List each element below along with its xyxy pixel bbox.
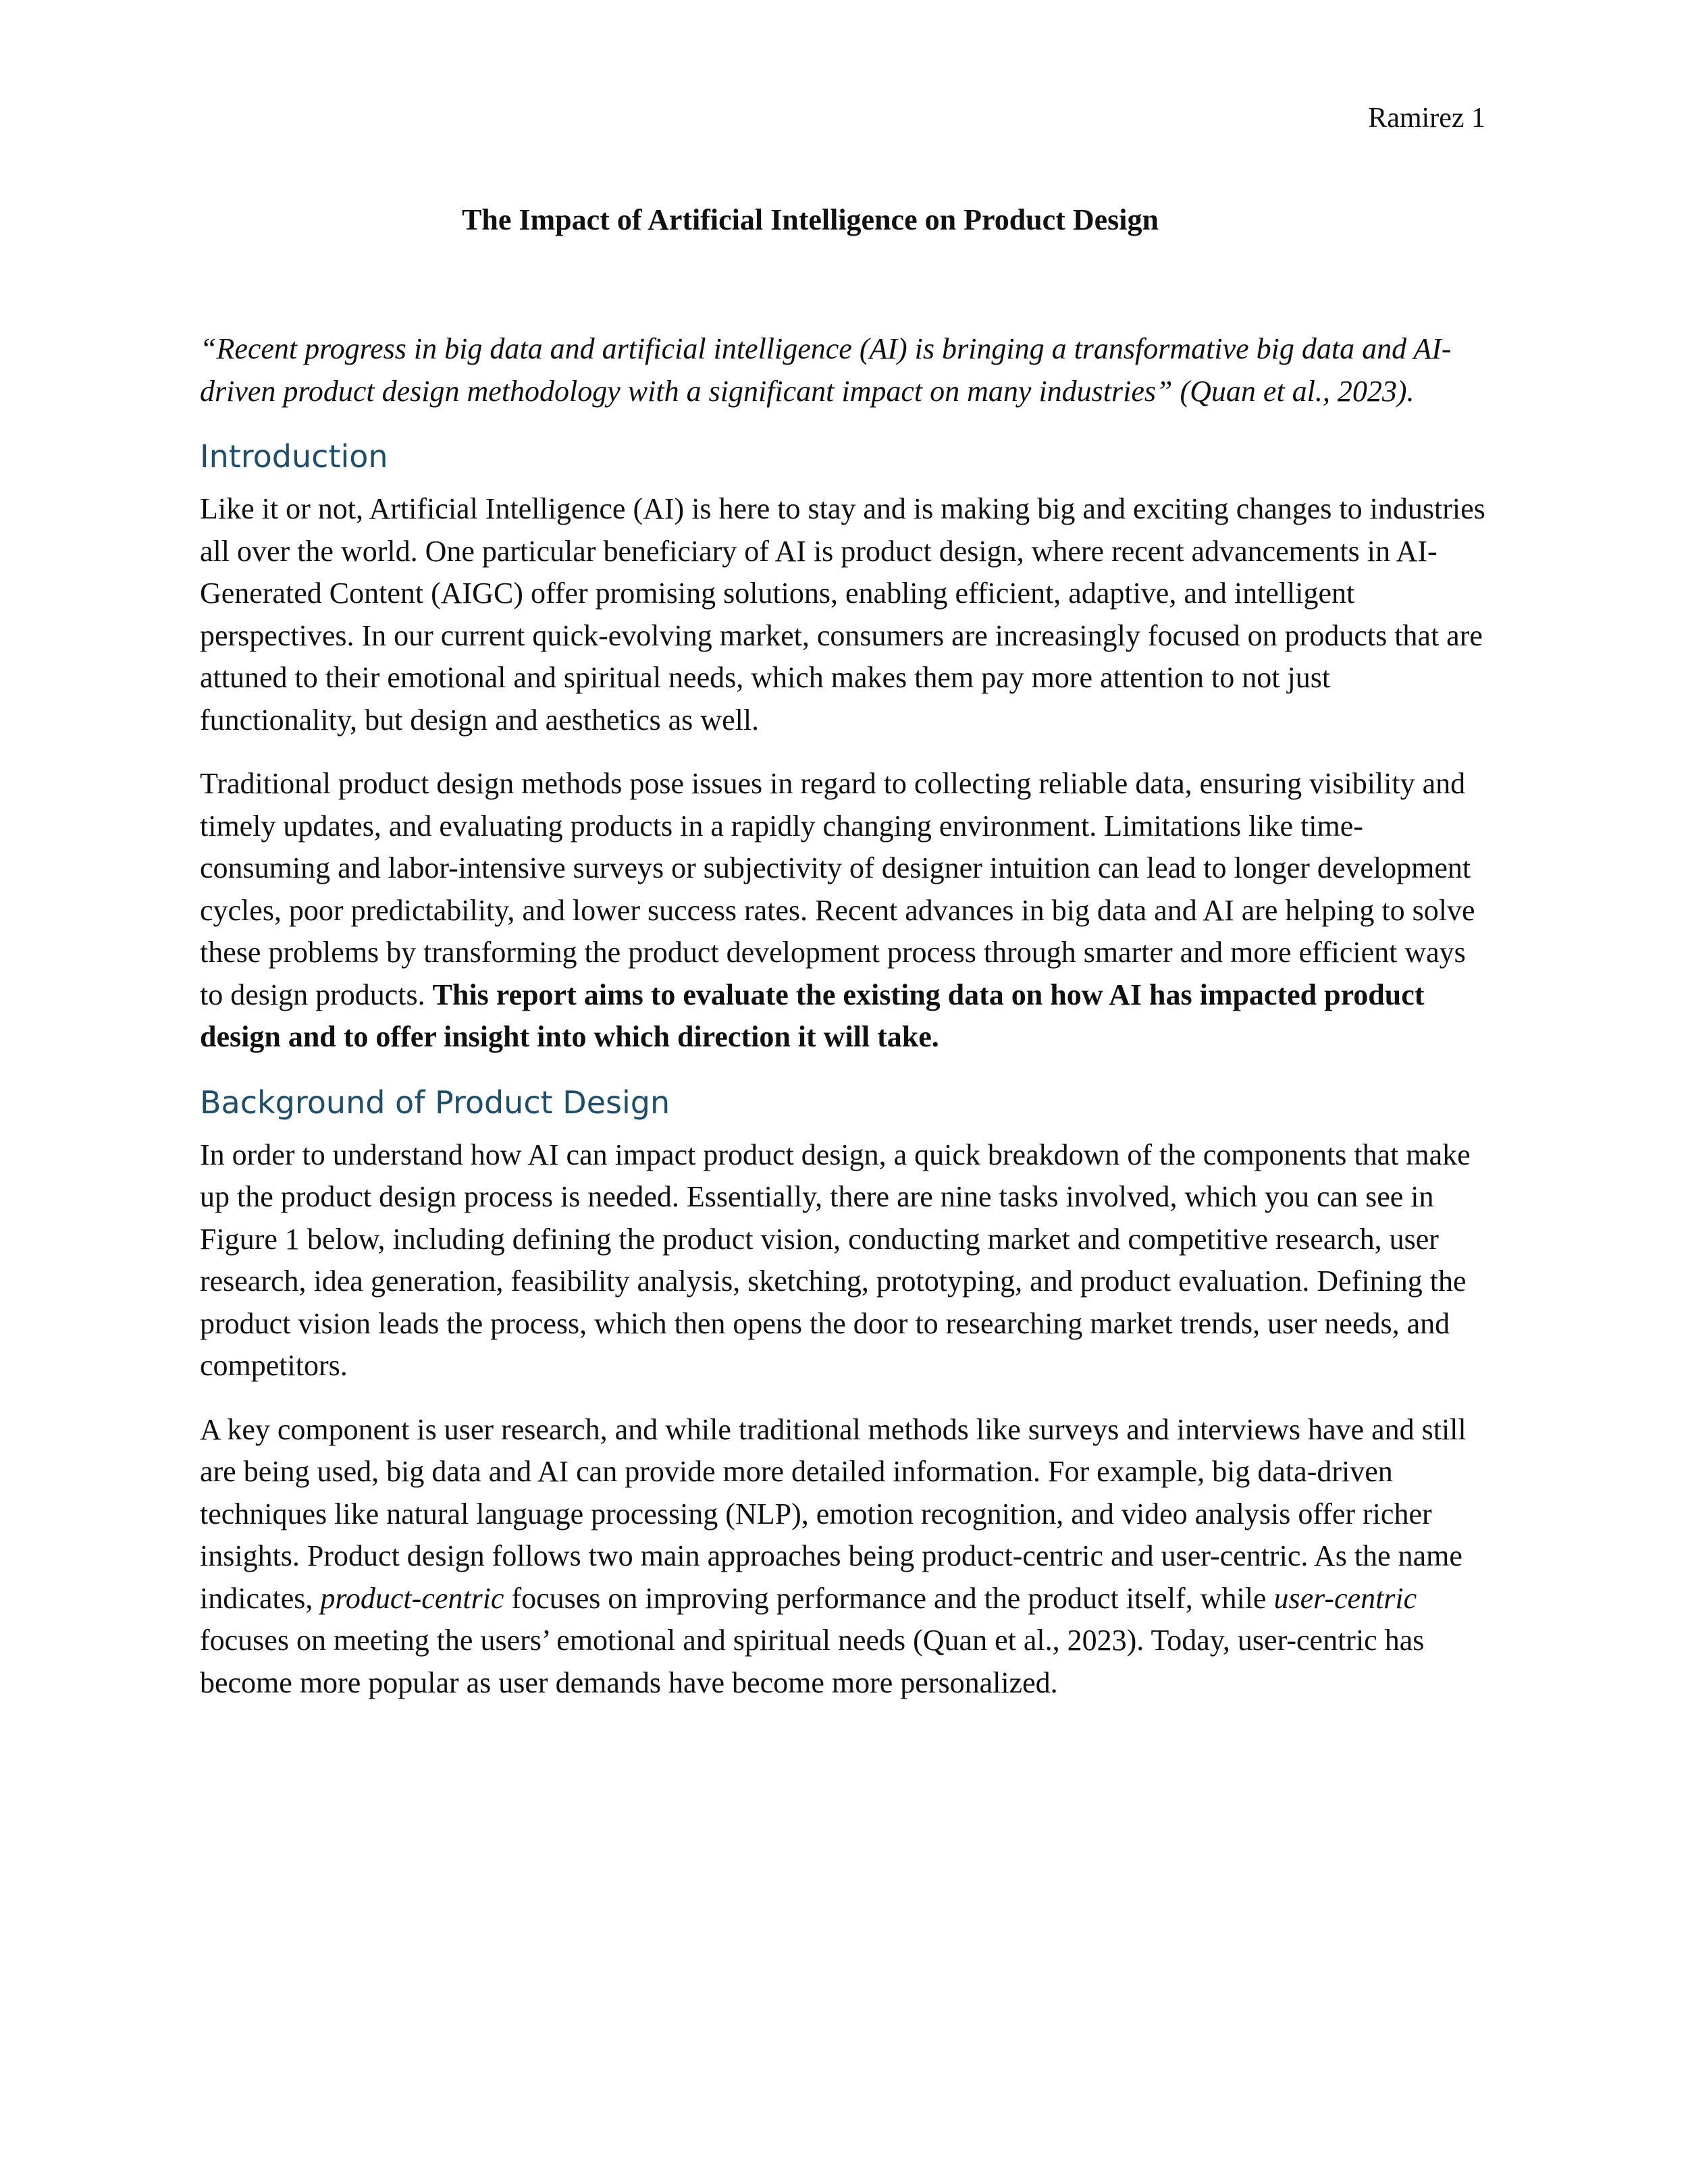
intro-paragraph-1: Like it or not, Artificial Intelligence (AI) is here to stay and is making big and exciting changes to industries all over the world. One particular beneficiary of AI is product design, where recent advancements in AI-Generated Content (AIGC) offer promising solutions, enabling efficient, adaptive, and intelligent perspectives. In our current quick-evolving market, consumers are increasingly focused on products that are attuned to their emotional and spiritual needs, which makes them pay more attention to not just functionality, but design and aesthetics as well.: [200, 492, 1485, 737]
intro-paragraph-2: [200, 763, 1489, 1059]
running-head: Ramirez 1: [1368, 103, 1485, 134]
background-paragraph-2-part-c: focuses on meeting the users’ emotional and spiritual needs (Quan et al., 2023). Today, user-centric has become more popular as user demands have become more personalized.: [200, 1624, 1425, 1699]
term-user-centric: user-centric: [1273, 1581, 1417, 1615]
background-paragraph-1: In order to understand how AI can impact product design, a quick breakdown of the components that make up the product design process is needed. Essentially, there are nine tasks involved, which you can see in Figure 1 below, including defining the product vision, conducting market and competitive research, user research, idea generation, feasibility analysis, sketching, prototyping, and product evaluation. Defining the product vision leads the process, which then opens the door to researching market trends, user needs, and competitors.: [200, 1138, 1471, 1382]
document-title: The Impact of Artificial Intelligence on Product Design: [462, 203, 1159, 236]
term-product-centric: product-centric: [320, 1581, 504, 1615]
document-body: [200, 328, 1489, 1704]
intro-paragraph-2-text: Traditional product design methods pose issues in regard to collecting reliable data, ensuring visibility and timely updates, and evaluating products in a rapidly changing environment. Limitations like time-consuming and labor-intensive surveys or subjectivity of designer intuition can lead to longer development cycles, poor predictability, and lower success rates. Recent advances in big data and AI are helping to solve these problems by transforming the product development process through smarter and more efficient ways to design products.: [200, 767, 1475, 1011]
epigraph-quote: “Recent progress in big data and artificial intelligence (AI) is bringing a transformative big data and AI-driven product design methodology with a significant impact on many industries” (Quan et al., 2023).: [200, 332, 1452, 408]
heading-background: Background of Product Design: [200, 1084, 670, 1121]
heading-introduction: Introduction: [200, 438, 388, 475]
background-paragraph-2-part-b: focuses on improving performance and the product itself, while: [511, 1581, 1267, 1615]
report-aim-statement: This report aims to evaluate the existing data on how AI has impacted product design and to offer insight into which direction it will take.: [200, 978, 1425, 1053]
background-paragraph-2: [200, 1409, 1489, 1705]
background-paragraph-2-part-a: A key component is user research, and while traditional methods like surveys and interviews have and still are being used, big data and AI can provide more detailed information. For example, big data-driven techniques like natural language processing (NLP), emotion recognition, and video analysis offer richer insights. Product design follows two main approaches being product-centric and user-centric. As the name indicates,: [200, 1412, 1467, 1615]
